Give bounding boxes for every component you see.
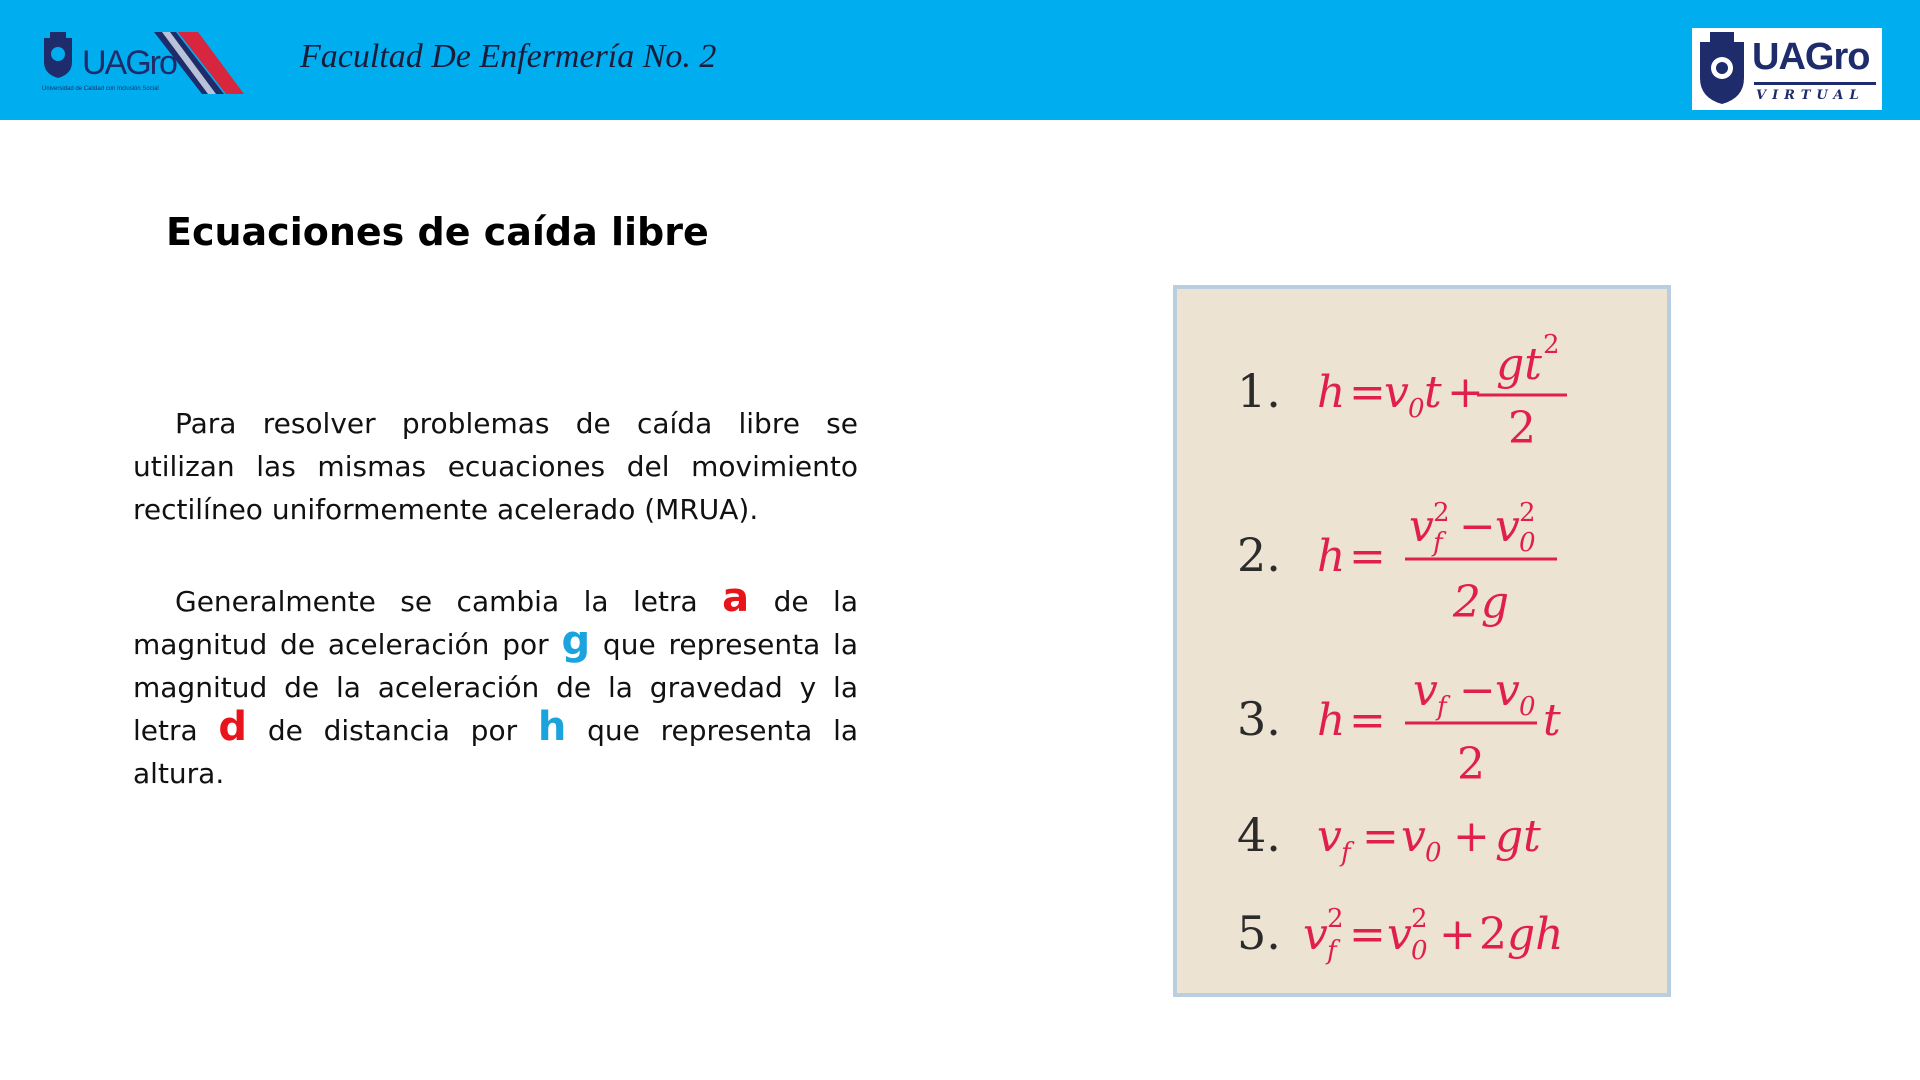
svg-text:2: 2 <box>1479 909 1507 960</box>
svg-text:gt: gt <box>1495 811 1541 862</box>
logo-right-text: UAGro <box>1752 36 1870 78</box>
paragraph-intro-text: Para resolver problemas de caída libre se utilizan las mismas ecuaciones del movimiento rectilíneo uniformemente acelerado (MRUA). <box>133 407 858 526</box>
svg-text:v: v <box>1303 909 1328 960</box>
svg-text:2: 2 <box>1327 904 1344 934</box>
svg-text:f: f <box>1341 838 1351 868</box>
svg-text:v: v <box>1317 811 1342 862</box>
svg-text:=: = <box>1362 811 1399 862</box>
logo-divider <box>1754 82 1876 85</box>
svg-text:v: v <box>1384 367 1409 418</box>
paragraph-intro <box>133 402 858 531</box>
header-bar <box>0 0 1920 120</box>
logo-left-tagline: Universidad de Calidad con Inclusión Social <box>42 86 159 92</box>
equation-1 <box>1317 330 1567 454</box>
svg-text:2: 2 <box>1543 330 1560 360</box>
svg-text:−: − <box>1459 665 1496 716</box>
svg-text:h: h <box>1317 367 1346 418</box>
svg-text:v: v <box>1387 909 1412 960</box>
svg-text:2: 2 <box>1519 498 1536 528</box>
equation-2 <box>1317 498 1557 628</box>
equations-image <box>1173 285 1671 997</box>
svg-text:−: − <box>1459 501 1496 552</box>
equation-number-5: 5. <box>1237 906 1281 960</box>
equation-5 <box>1303 904 1564 966</box>
svg-text:0: 0 <box>1408 394 1425 424</box>
equation-number-3: 3. <box>1237 692 1281 746</box>
svg-text:gh: gh <box>1507 909 1564 960</box>
svg-text:0: 0 <box>1411 936 1428 966</box>
svg-text:0: 0 <box>1519 528 1536 558</box>
svg-text:2g: 2g <box>1452 577 1510 628</box>
svg-text:=: = <box>1349 695 1386 746</box>
equation-number-1: 1. <box>1237 364 1281 418</box>
svg-text:f: f <box>1437 692 1447 722</box>
svg-text:0: 0 <box>1519 692 1536 722</box>
paragraph-variables <box>133 575 859 795</box>
slide-title: Ecuaciones de caída libre <box>166 210 709 254</box>
svg-text:2: 2 <box>1411 904 1428 934</box>
equation-number-2: 2. <box>1237 528 1281 582</box>
svg-text:+: + <box>1453 811 1490 862</box>
svg-text:+: + <box>1447 367 1484 418</box>
svg-text:v: v <box>1409 501 1434 552</box>
svg-text:v: v <box>1495 665 1520 716</box>
svg-text:0: 0 <box>1425 838 1442 868</box>
svg-text:h: h <box>1317 531 1346 582</box>
paragraph-text-1: Generalmente se cambia la letra <box>175 585 723 618</box>
letter-g-highlight: g <box>561 618 591 664</box>
letter-a-highlight: a <box>722 575 750 621</box>
equation-4 <box>1317 811 1541 868</box>
svg-text:2: 2 <box>1433 498 1450 528</box>
equations-figure <box>1177 289 1667 993</box>
paragraph-text-5: que representa la altura. <box>133 714 859 790</box>
svg-text:v: v <box>1413 665 1438 716</box>
letter-d-highlight: d <box>218 704 248 750</box>
logo-left-text: UAGro <box>82 44 176 82</box>
svg-text:v: v <box>1495 501 1520 552</box>
logo-stripes-icon <box>154 32 244 94</box>
university-seal-icon <box>1696 32 1748 106</box>
uagro-logo-left[interactable] <box>36 24 246 98</box>
equation-number-4: 4. <box>1237 808 1281 862</box>
paragraph-text-4: de distancia por <box>247 714 538 747</box>
uagro-virtual-logo[interactable] <box>1692 28 1882 110</box>
svg-text:f: f <box>1327 936 1337 966</box>
svg-text:gt: gt <box>1496 339 1542 390</box>
letter-h-highlight: h <box>537 704 567 750</box>
svg-text:=: = <box>1349 909 1386 960</box>
svg-text:2: 2 <box>1457 739 1485 790</box>
svg-text:2: 2 <box>1508 403 1536 454</box>
svg-text:h: h <box>1317 695 1346 746</box>
equation-3 <box>1317 665 1561 790</box>
svg-text:=: = <box>1349 531 1386 582</box>
svg-text:t: t <box>1543 695 1561 746</box>
svg-text:+: + <box>1439 909 1476 960</box>
svg-text:f: f <box>1433 528 1443 558</box>
university-seal-icon <box>40 32 76 80</box>
paragraph-text-3: que representa la magnitud de la aceleración de la gravedad y la letra <box>133 628 858 747</box>
svg-text:t: t <box>1424 367 1442 418</box>
svg-text:=: = <box>1349 367 1386 418</box>
logo-right-subtext: VIRTUAL <box>1756 88 1865 103</box>
faculty-title: Facultad De Enfermería No. 2 <box>300 38 717 75</box>
paragraph-text-2: de la magnitud de aceleración por <box>133 585 858 661</box>
svg-text:v: v <box>1401 811 1426 862</box>
